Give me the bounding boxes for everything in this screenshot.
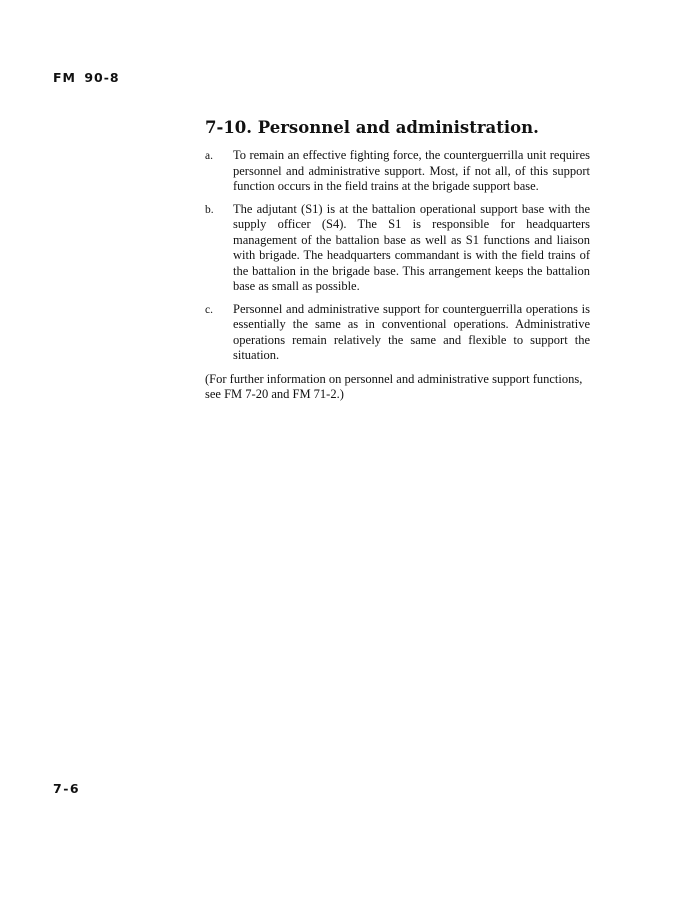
section-body <box>205 118 590 403</box>
paragraph-b <box>205 202 590 295</box>
page-number: 7-6 <box>53 781 81 796</box>
paragraph-text: The adjutant (S1) is at the battalion operational support base with the supply officer (S4). The S1 is responsible for headquarters management of the battalion base as well as S1 functions and liaison with brigade. The headquarters commandant is with the field trains of the battalion in the brigade base. This arrangement keeps the battalion base as small as possible. <box>233 201 590 293</box>
paragraph-a <box>205 148 590 195</box>
paragraph-marker: b. <box>205 203 214 216</box>
reference-note: (For further information on personnel and administrative support functions, see FM 7-20 and FM 71-2.) <box>205 371 583 401</box>
paragraph-c <box>205 302 590 364</box>
paragraph-marker: a. <box>205 150 213 162</box>
section-title: 7-10. Personnel and administration. <box>205 118 539 137</box>
document-id-header: FM 90-8 <box>53 70 120 85</box>
paragraph-text: To remain an effective fighting force, the counterguerrilla unit requires personnel and administrative support. Most, if not all, of this support function occurs in the field trains at the brigade support base. <box>233 148 590 193</box>
paragraph-marker: c. <box>205 303 213 316</box>
paragraph-text: Personnel and administrative support for counterguerrilla operations is essentially the same as in conventional operations. Administrative operations remain relatively the same and flexible to support the situation. <box>233 301 590 362</box>
